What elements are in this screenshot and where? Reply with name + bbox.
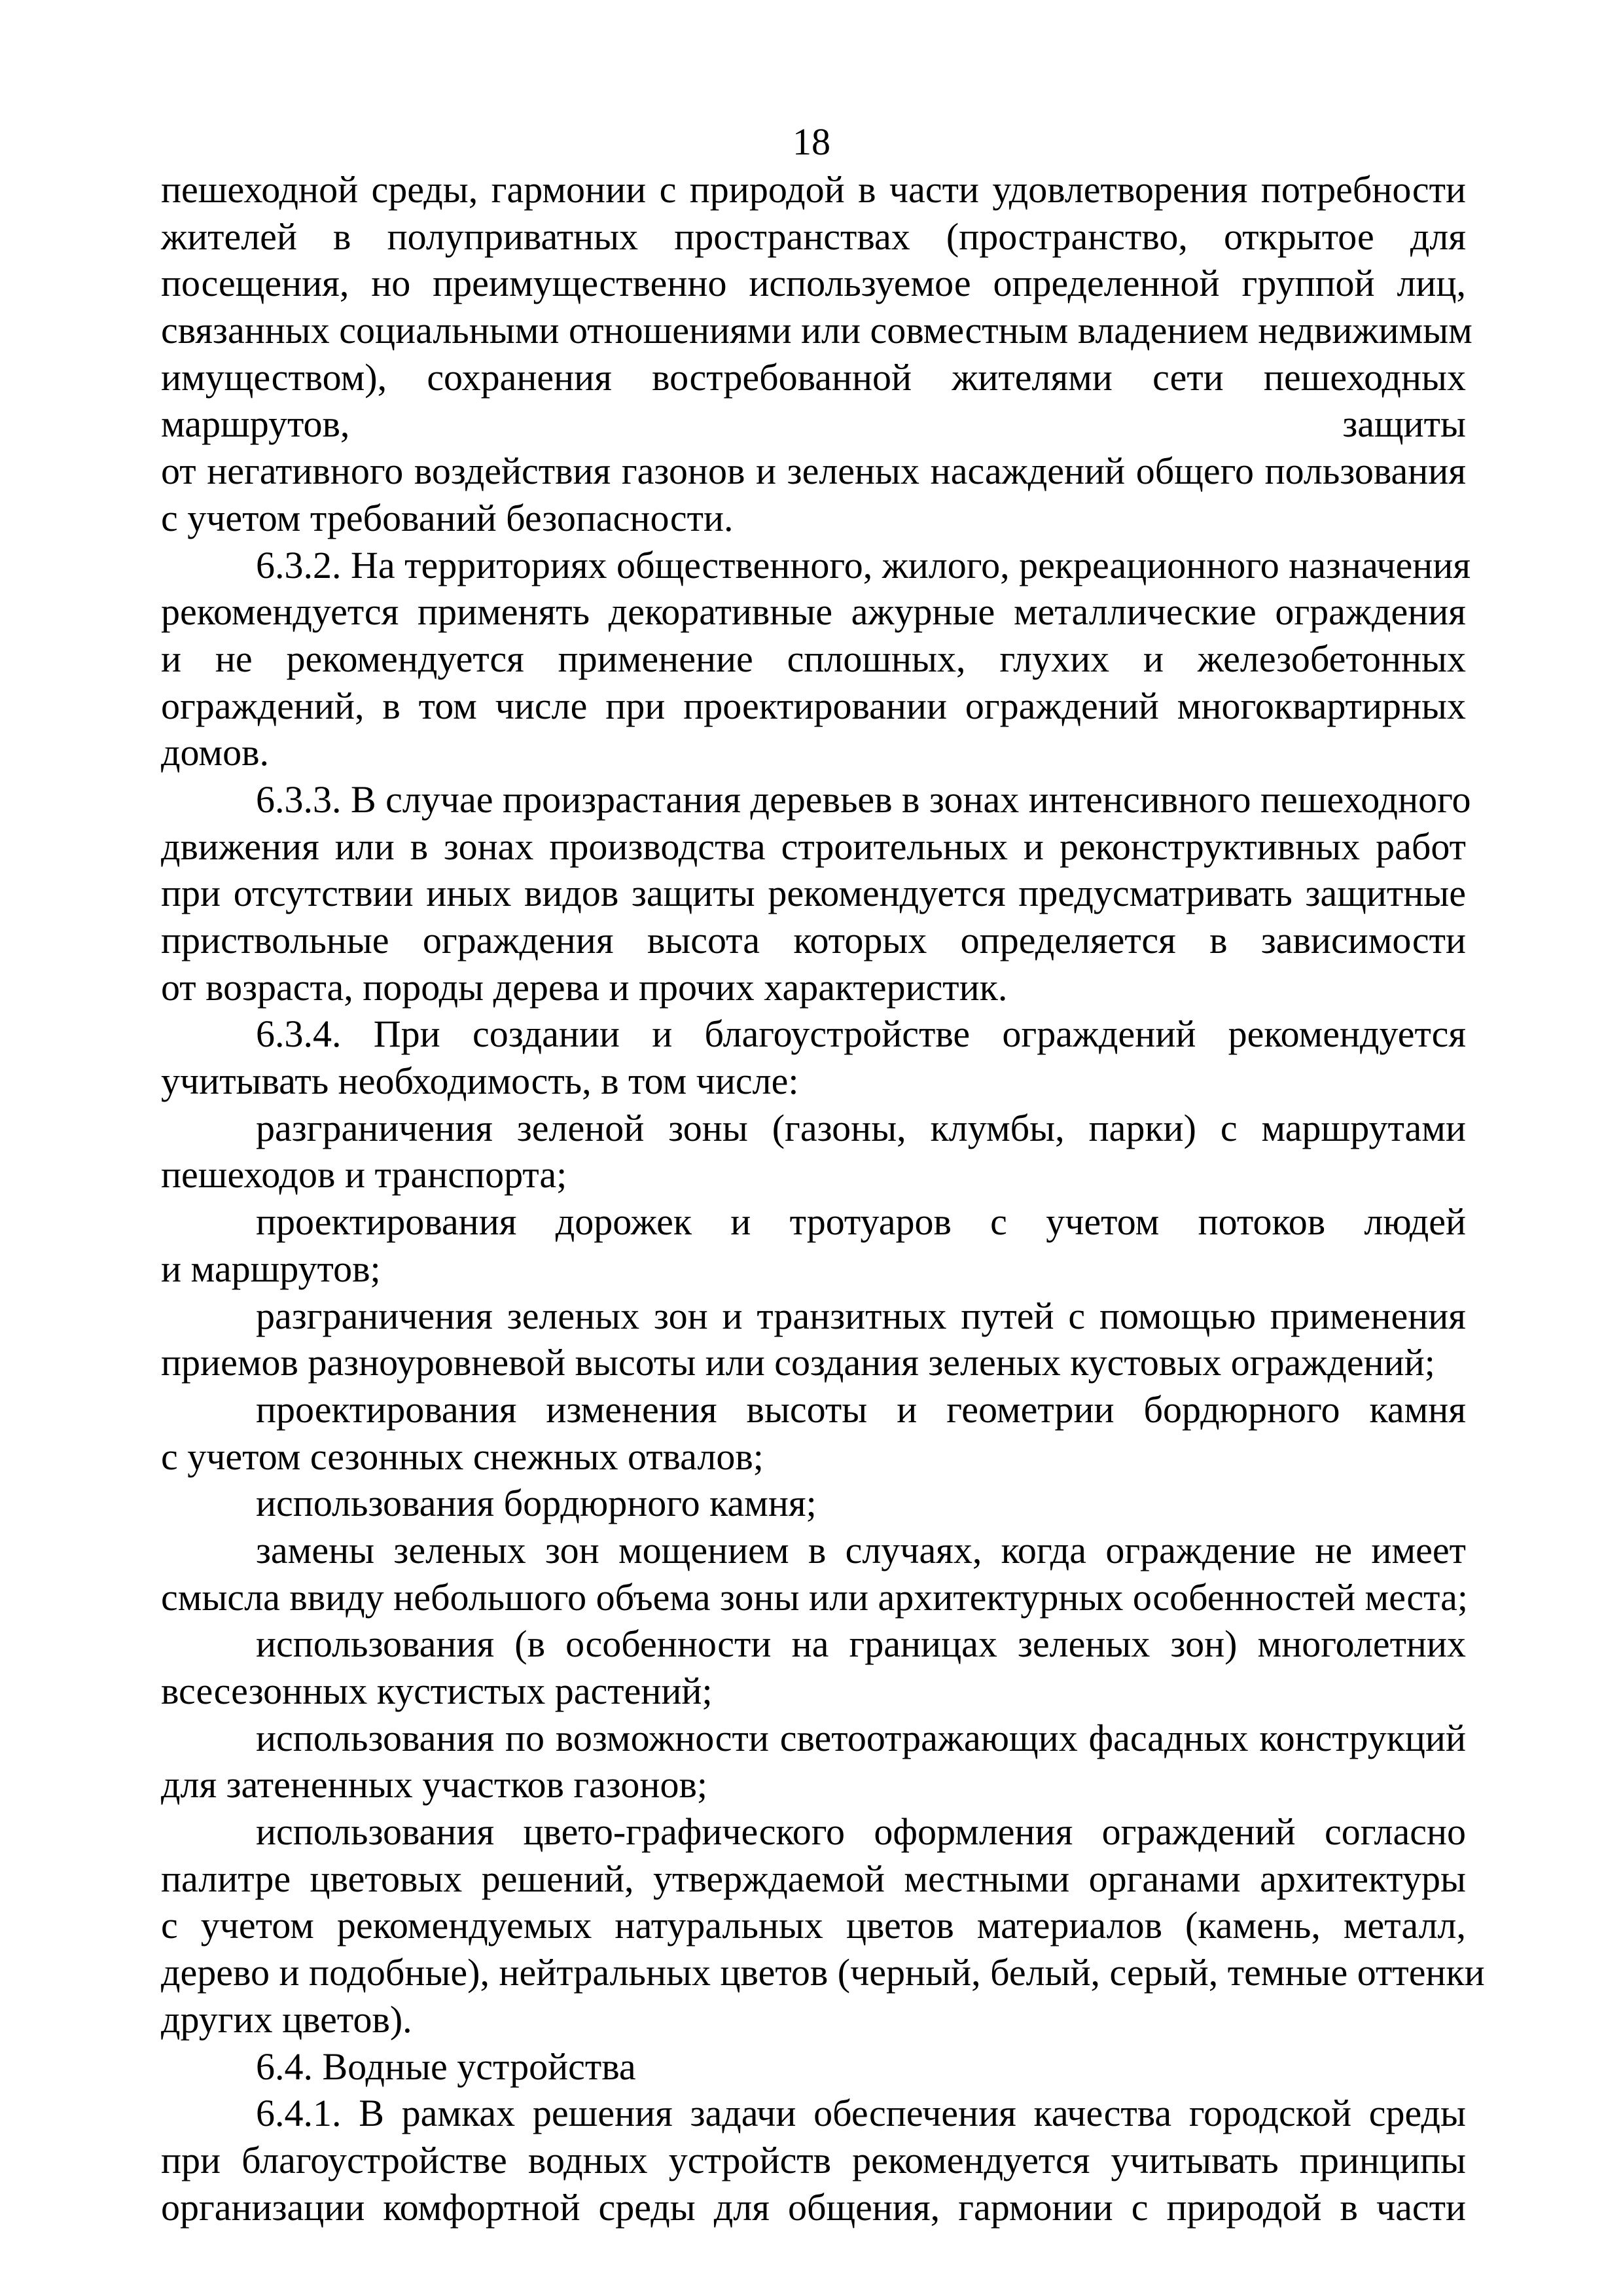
- text-line: ограждений, в том числе при проектировании ограждений многоквартирных: [161, 684, 1466, 727]
- text-line: всесезонных кустистых растений;: [161, 1670, 713, 1712]
- text-line: 6.3.2. На территориях общественного, жилого, рекреационного назначения: [256, 543, 1471, 586]
- text-line: и не рекомендуется применение сплошных, глухих и железобетонных: [161, 637, 1466, 680]
- text-line: с учетом рекомендуемых натуральных цветов материалов (камень, металл,: [161, 1904, 1466, 1947]
- text-line: использования (в особенности на границах зеленых зон) многолетних: [256, 1623, 1466, 1666]
- text-line: 6.4. Водные устройства: [256, 2045, 636, 2088]
- text-line: движения или в зонах производства строительных и реконструктивных работ: [161, 825, 1466, 868]
- text-line: при отсутствии иных видов защиты рекомендуется предусматривать защитные: [161, 872, 1466, 915]
- text-line: для затененных участков газонов;: [161, 1763, 707, 1806]
- text-line: проектирования изменения высоты и геометрии бордюрного камня: [256, 1388, 1466, 1431]
- text-line: разграничения зеленых зон и транзитных путей с помощью применения: [256, 1294, 1466, 1337]
- text-line: организации комфортной среды для общения, гармонии с природой в части: [161, 2185, 1466, 2229]
- text-line: связанных социальными отношениями или совместным владением недвижимым: [161, 309, 1472, 352]
- text-line: жителей в полуприватных пространствах (пространство, открытое для: [161, 215, 1466, 258]
- text-line: приемов разноуровневой высоты или создания зеленых кустовых ограждений;: [161, 1341, 1435, 1384]
- text-line: от негативного воздействия газонов и зеленых насаждений общего пользования: [161, 450, 1466, 493]
- text-line: других цветов).: [161, 1998, 412, 2041]
- text-line: использования по возможности светоотражающих фасадных конструкций: [256, 1716, 1466, 1759]
- text-line: 6.4.1. В рамках решения задачи обеспечения качества городской среды: [256, 2092, 1466, 2135]
- text-line: использования цвето-графического оформления ограждений согласно: [256, 1810, 1466, 1854]
- text-line: палитре цветовых решений, утверждаемой местными органами архитектуры: [161, 1857, 1466, 1900]
- text-line: 6.3.3. В случае произрастания деревьев в зонах интенсивного пешеходного: [256, 778, 1471, 821]
- text-line: использования бордюрного камня;: [256, 1482, 817, 1525]
- text-line: и маршрутов;: [161, 1247, 381, 1290]
- document-body: [161, 166, 1485, 2231]
- text-line: учитывать необходимость, в том числе:: [161, 1060, 799, 1103]
- page-number: 18: [793, 120, 830, 163]
- text-line: проектирования дорожек и тротуаров с учетом потоков людей: [256, 1200, 1466, 1244]
- text-line: дерево и подобные), нейтральных цветов (черный, белый, серый, темные оттенки: [161, 1951, 1485, 1994]
- text-line: с учетом требований безопасности.: [161, 496, 734, 539]
- text-line: при благоустройстве водных устройств рекомендуется учитывать принципы: [161, 2138, 1466, 2181]
- text-line: пешеходов и транспорта;: [161, 1153, 567, 1196]
- text-line: посещения, но преимущественно используемое определенной группой лиц,: [161, 262, 1466, 305]
- text-line: рекомендуется применять декоративные ажурные металлические ограждения: [161, 590, 1466, 634]
- text-line: пешеходной среды, гармонии с природой в части удовлетворения потребности: [161, 168, 1466, 211]
- text-line: разграничения зеленой зоны (газоны, клумбы, парки) с маршрутами: [256, 1106, 1466, 1149]
- text-line: 6.3.4. При создании и благоустройстве ограждений рекомендуется: [256, 1013, 1466, 1056]
- text-line: маршрутов, защиты: [161, 403, 1466, 446]
- text-line: приствольные ограждения высота которых определяется в зависимости: [161, 919, 1466, 961]
- text-line: от возраста, породы дерева и прочих характеристик.: [161, 965, 1008, 1009]
- text-line: с учетом сезонных снежных отвалов;: [161, 1435, 764, 1478]
- text-line: замены зеленых зон мощением в случаях, когда ограждение не имеет: [256, 1528, 1466, 1571]
- text-line: имуществом), сохранения востребованной жителями сети пешеходных: [161, 355, 1466, 399]
- text-line: смысла ввиду небольшого объема зоны или архитектурных особенностей места;: [161, 1575, 1469, 1619]
- text-line: домов.: [161, 731, 269, 774]
